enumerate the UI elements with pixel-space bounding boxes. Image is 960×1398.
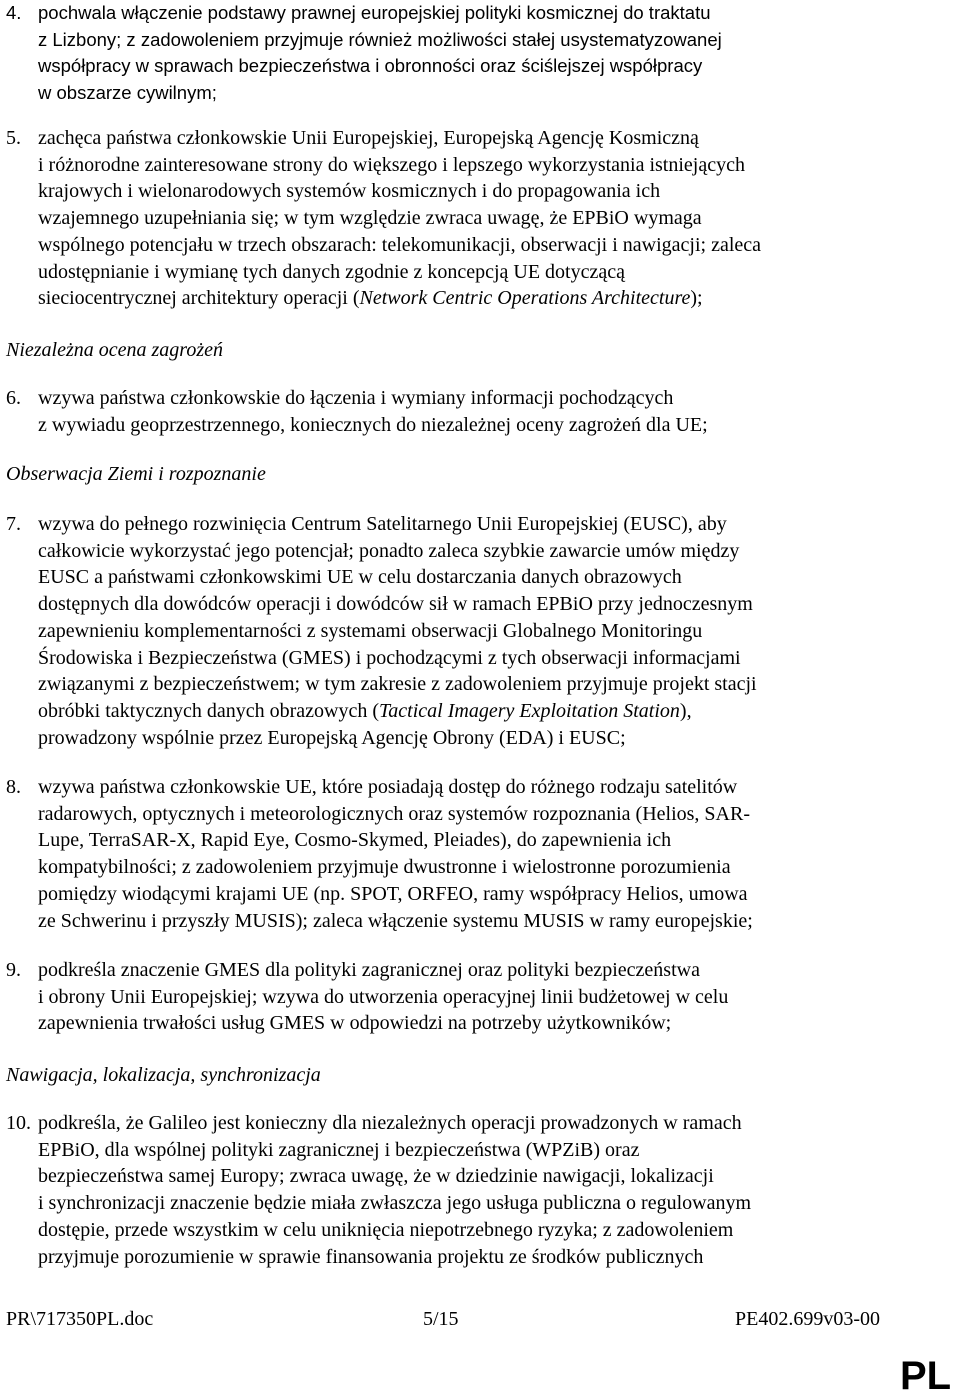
paragraph-number: 9. (6, 959, 21, 981)
text-line: pochwala włączenie podstawy prawnej europejskiej polityki kosmicznej do traktatu (38, 2, 711, 23)
paragraph-10 (6, 1110, 952, 1270)
section-heading: Obserwacja Ziemi i rozpoznanie (6, 463, 266, 485)
text-line: podkreśla, że Galileo jest konieczny dla niezależnych operacji prowadzonych w ramach (38, 1112, 742, 1134)
text-line: wspólnego potencjału w trzech obszarach: telekomunikacji, obserwacji i nawigacji; zaleca (38, 233, 762, 256)
paragraph-9 (6, 957, 952, 1037)
italic-term: Tactical Imagery Exploitation Station (379, 699, 680, 722)
text-line: wzywa państwa członkowskie UE, które posiadają dostęp do różnego rodzaju satelitów (38, 776, 738, 798)
text-line: prowadzony wspólnie przez Europejską Agencję Obrony (EDA) i EUSC; (38, 726, 626, 749)
text-line: z wywiadu geoprzestrzennego, koniecznych do niezależnej oceny zagrożeń dla UE; (38, 413, 708, 436)
text-line: przyjmuje porozumienie w sprawie finansowania projektu ze środków publicznych (38, 1245, 704, 1268)
section-heading: Niezależna ocena zagrożeń (6, 339, 224, 361)
page-footer (0, 1304, 960, 1334)
text-line (38, 285, 952, 312)
text-line: i różnorodne zainteresowane strony do większego i lepszego wykorzystania istniejących (38, 153, 745, 176)
paragraph-4 (6, 0, 952, 107)
text-line: i synchronizacji znaczenie będzie miała zwłaszcza jego usługa publiczna o regulowanym (38, 1192, 752, 1215)
document-version: PE402.699v03-00 (735, 1308, 880, 1330)
text-line: podkreśla znaczenie GMES dla polityki zagranicznej oraz polityki bezpieczeństwa (38, 959, 700, 981)
text-line: współpracy w sprawach bezpieczeństwa i obronności oraz ściślejszej współpracy (38, 55, 703, 77)
text-line: Środowiska i Bezpieczeństwa (GMES) i pochodzącymi z tych obserwacji informacjami (38, 646, 741, 669)
italic-term: Network Centric Operations Architecture (359, 287, 691, 310)
text-line: wzajemnego uzupełniania się; w tym względzie zwraca uwagę, że EPBiO wymaga (38, 207, 702, 230)
paragraph-number: 10. (6, 1112, 31, 1134)
text-line: zapewnienia trwałości usług GMES w odpowiedzi na potrzeby użytkowników; (38, 1012, 672, 1035)
text-line: EUSC a państwami członkowskimi UE w celu dostarczania danych obrazowych (38, 566, 682, 589)
paragraph-number: 4. (6, 2, 22, 23)
text-fragment: ), (679, 699, 692, 722)
text-line: bezpieczeństwa samej Europy; zwraca uwagę, że w dziedzinie nawigacji, lokalizacji (38, 1165, 714, 1188)
paragraph-number: 6. (6, 387, 21, 409)
document-reference: PR\717350PL.doc (6, 1308, 154, 1330)
text-line: EPBiO, dla wspólnej polityki zagranicznej i bezpieczeństwa (WPZiB) oraz (38, 1138, 640, 1161)
text-line: kompatybilności; z zadowoleniem przyjmuje dwustronne i wielostronne porozumienia (38, 856, 731, 879)
text-line: pomiędzy wiodącymi krajami UE (np. SPOT, ORFEO, ramy współpracy Helios, umowa (38, 882, 748, 905)
paragraph-7 (6, 511, 952, 751)
paragraph-number: 7. (6, 513, 21, 535)
text-line: i obrony Unii Europejskiej; wzywa do utworzenia operacyjnej linii budżetowej w celu (38, 985, 729, 1008)
text-fragment: obróbki taktycznych danych obrazowych ( (38, 699, 379, 722)
text-line: radarowych, optycznych i meteorologicznych oraz systemów rozpoznania (Helios, SAR- (38, 802, 750, 825)
paragraph-number: 8. (6, 776, 21, 798)
text-line: z Lizbony; z zadowoleniem przyjmuje również możliwości stałej usystematyzowanej (38, 28, 722, 50)
text-fragment: sieciocentrycznej architektury operacji ( (38, 287, 360, 310)
text-line: związanymi z bezpieczeństwem; w tym zakresie z zadowoleniem przyjmuje projekt stacji (38, 673, 757, 696)
text-fragment: ); (690, 287, 703, 310)
paragraph-number: 5. (6, 127, 21, 149)
text-line: krajowych i wielonarodowych systemów kosmicznych i do propagowania ich (38, 180, 661, 203)
text-line: zachęca państwa członkowskie Unii Europejskiej, Europejską Agencję Kosmiczną (38, 127, 699, 149)
page-number: 5/15 (423, 1308, 459, 1330)
paragraph-5 (6, 125, 952, 312)
text-line: Lupe, TerraSAR-X, Rapid Eye, Cosmo-Skymed, Pleiades), do zapewnienia ich (38, 829, 672, 852)
text-line: udostępnianie i wymianę tych danych zgodnie z koncepcją UE dotyczącą (38, 260, 625, 283)
text-line: zapewnieniu komplementarności z systemami obserwacji Globalnego Monitoringu (38, 619, 703, 642)
text-line: w obszarze cywilnym; (38, 82, 217, 104)
text-line: wzywa państwa członkowskie do łączenia i wymiany informacji pochodzących (38, 387, 674, 409)
text-line (38, 698, 952, 725)
text-line: wzywa do pełnego rozwinięcia Centrum Satelitarnego Unii Europejskiej (EUSC), aby (38, 513, 727, 535)
text-line: dostępnych dla dowódców operacji i dowódców sił w ramach EPBiO przy jednoczesnym (38, 593, 753, 616)
paragraph-8 (6, 774, 952, 934)
paragraph-6 (6, 385, 952, 438)
section-heading: Nawigacja, lokalizacja, synchronizacja (6, 1064, 321, 1086)
language-badge: PL (900, 1354, 952, 1398)
text-line: ze Schwerinu i przyszły MUSIS); zaleca włączenie systemu MUSIS w ramy europejskie; (38, 909, 753, 932)
text-line: dostępie, przede wszystkim w celu uniknięcia niepotrzebnego ryzyka; z zadowoleniem (38, 1218, 734, 1241)
text-line: całkowicie wykorzystać jego potencjał; ponadto zaleca szybkie zawarcie umów między (38, 539, 740, 562)
